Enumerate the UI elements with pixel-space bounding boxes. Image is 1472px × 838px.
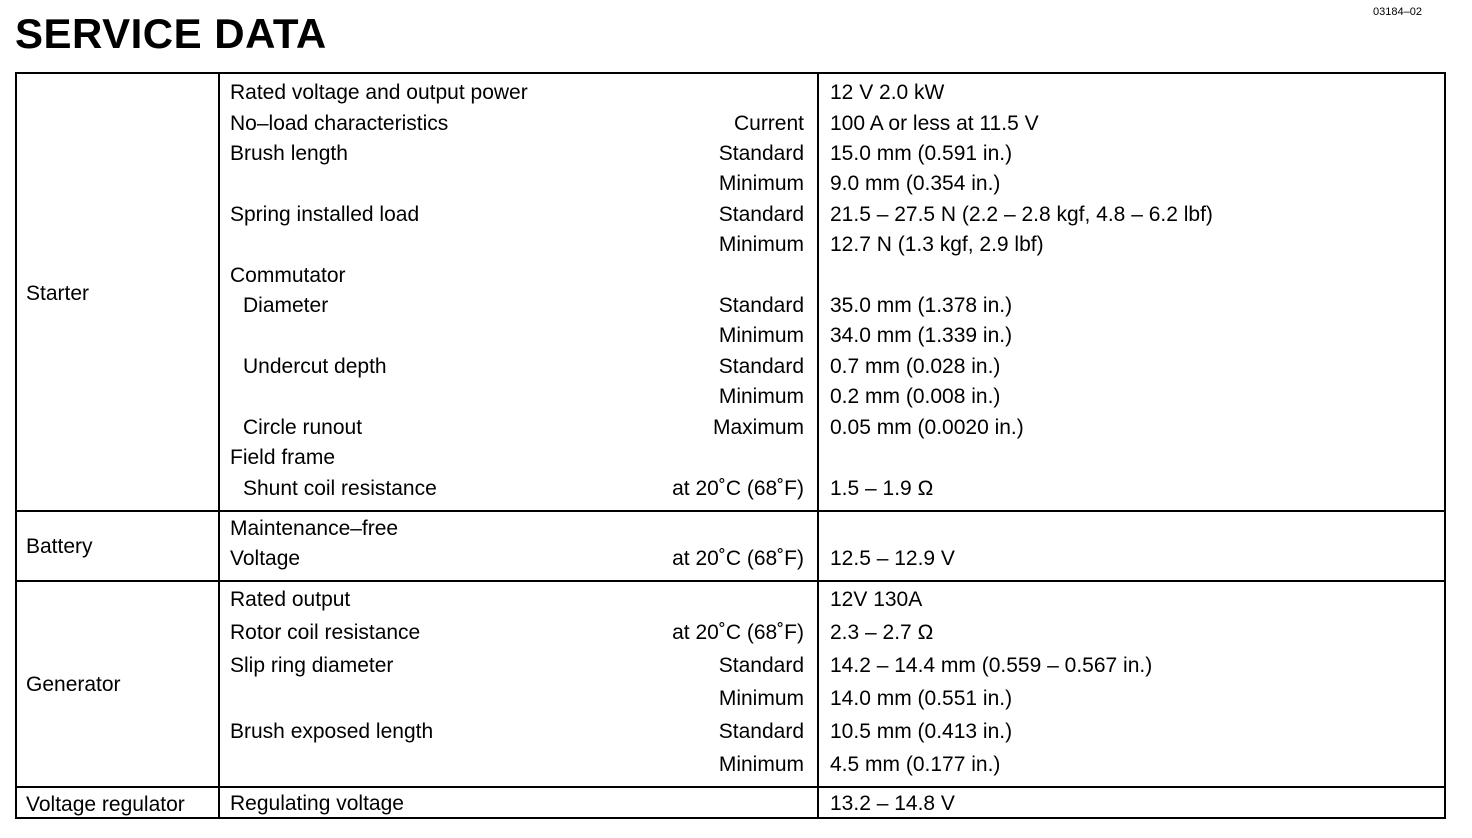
param-label: Regulating voltage	[230, 792, 404, 815]
param-label: Commutator	[230, 264, 346, 287]
condition-label: Minimum	[718, 753, 804, 776]
table-row	[17, 261, 1444, 291]
param-label: Rotor coil resistance	[230, 621, 421, 644]
condition-label: Minimum	[718, 233, 804, 256]
value: 12.5 – 12.9 V	[830, 547, 955, 570]
value: 35.0 mm (1.378 in.)	[830, 294, 1013, 317]
table-row	[17, 291, 1444, 321]
condition-label: Minimum	[718, 324, 804, 347]
page-title: SERVICE DATA	[15, 10, 327, 57]
table-row	[17, 544, 1444, 574]
param-label: Undercut depth	[243, 355, 387, 378]
param-label: Diameter	[243, 294, 329, 317]
condition-label: at 20˚C (68˚F)	[672, 477, 804, 500]
value: 0.2 mm (0.008 in.)	[830, 385, 1001, 408]
condition-label: Current	[733, 112, 804, 135]
condition-label: Standard	[718, 142, 804, 165]
condition-label: Maximum	[712, 416, 804, 439]
table-row	[17, 352, 1444, 382]
condition-label: Standard	[718, 203, 804, 226]
param-label: Circle runout	[243, 416, 363, 439]
value: 4.5 mm (0.177 in.)	[830, 753, 1001, 776]
section-label: Voltage regulator	[26, 793, 185, 816]
condition-label: at 20˚C (68˚F)	[672, 621, 804, 644]
param-label: Rated output	[230, 588, 351, 611]
value: 34.0 mm (1.339 in.)	[830, 324, 1013, 347]
table-row	[17, 321, 1444, 351]
service-data-table	[15, 72, 1446, 819]
value: 2.3 – 2.7 Ω	[830, 621, 934, 644]
condition-label: Standard	[718, 720, 804, 743]
table-row	[17, 585, 1444, 615]
table-row	[17, 474, 1444, 504]
table-row	[17, 382, 1444, 412]
value: 14.2 – 14.4 mm (0.559 – 0.567 in.)	[830, 654, 1153, 677]
table-row	[17, 78, 1444, 108]
value: 100 A or less at 11.5 V	[830, 112, 1039, 135]
condition-label: Standard	[718, 654, 804, 677]
section-starter	[17, 74, 1444, 510]
table-row	[17, 230, 1444, 260]
param-label: Brush length	[230, 142, 348, 165]
section-generator	[17, 580, 1444, 786]
table-row	[17, 789, 1444, 819]
value: 1.5 – 1.9 Ω	[830, 477, 934, 500]
table-row	[17, 109, 1444, 139]
table-row	[17, 413, 1444, 443]
table-row	[17, 169, 1444, 199]
value: 14.0 mm (0.551 in.)	[830, 687, 1013, 710]
value: 13.2 – 14.8 V	[830, 792, 955, 815]
value: 12 V 2.0 kW	[830, 81, 945, 104]
param-label: Voltage	[230, 547, 301, 570]
condition-label: Minimum	[718, 172, 804, 195]
section-voltage-regulator	[17, 786, 1444, 819]
table-row	[17, 618, 1444, 648]
table-row	[17, 443, 1444, 473]
table-row	[17, 651, 1444, 681]
param-label: Slip ring diameter	[230, 654, 394, 677]
section-label: Generator	[26, 673, 121, 696]
param-label: No–load characteristics	[230, 112, 449, 135]
document-code: 03184–02	[1373, 6, 1422, 18]
param-label: Maintenance–free	[230, 517, 399, 540]
value: 12V 130A	[830, 588, 923, 611]
condition-label: at 20˚C (68˚F)	[672, 547, 804, 570]
value: 10.5 mm (0.413 in.)	[830, 720, 1013, 743]
condition-label: Minimum	[718, 385, 804, 408]
param-label: Shunt coil resistance	[243, 477, 437, 500]
condition-label: Standard	[718, 355, 804, 378]
table-row	[17, 139, 1444, 169]
section-label: Starter	[26, 282, 90, 305]
param-label: Brush exposed length	[230, 720, 434, 743]
table-row	[17, 684, 1444, 714]
section-label: Battery	[26, 535, 93, 558]
condition-label: Standard	[718, 294, 804, 317]
section-battery	[17, 510, 1444, 580]
value: 0.05 mm (0.0020 in.)	[830, 416, 1024, 439]
param-label: Rated voltage and output power	[230, 81, 528, 104]
value: 12.7 N (1.3 kgf, 2.9 lbf)	[830, 233, 1044, 256]
param-label: Spring installed load	[230, 203, 420, 226]
table-row	[17, 717, 1444, 747]
table-row	[17, 514, 1444, 544]
value: 21.5 – 27.5 N (2.2 – 2.8 kgf, 4.8 – 6.2 lbf)	[830, 203, 1213, 226]
condition-label: Minimum	[718, 687, 804, 710]
param-label: Field frame	[230, 446, 336, 469]
value: 9.0 mm (0.354 in.)	[830, 172, 1001, 195]
value: 15.0 mm (0.591 in.)	[830, 142, 1013, 165]
table-row	[17, 200, 1444, 230]
table-row	[17, 750, 1444, 780]
value: 0.7 mm (0.028 in.)	[830, 355, 1001, 378]
